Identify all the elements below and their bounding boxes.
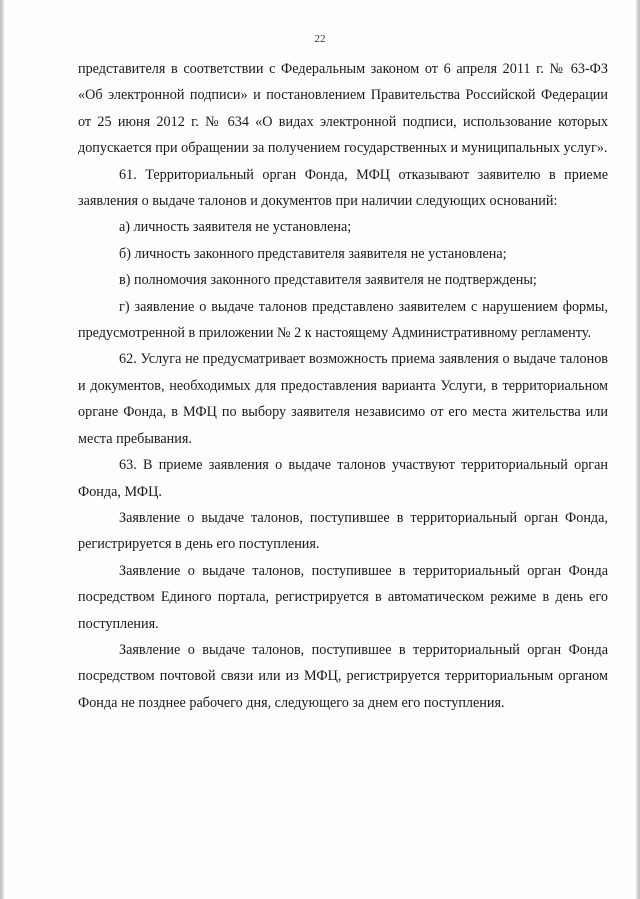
paragraph-62: 62. Услуга не предусматривает возможность приема заявления о выдаче талонов и документов, необходимых для предоставления варианта Услуги, в территориальном органе Фонда, в МФЦ по выбору заявителя независимо от его места жительства или места пребывания. [78, 351, 608, 447]
scan-edge-left [0, 0, 4, 899]
list-item-a: а) личность заявителя не установлена; [119, 219, 352, 236]
paragraph-61: 61. Территориальный орган Фонда, МФЦ отказывают заявителю в приеме заявления о выдаче талонов и документов при наличии следующих оснований: [78, 166, 608, 210]
list-item-b: б) личность законного представителя заявителя не установлена; [119, 245, 507, 262]
paragraph-63: 63. В приеме заявления о выдаче талонов участвуют территориальный орган Фонда, МФЦ. [78, 457, 608, 500]
paragraph-representative-continuation: представителя в соответствии с Федеральным законом от 6 апреля 2011 г. № 63-ФЗ «Об электронной подписи» и постановлением Правительства Российской Федерации от 25 июня 2012 г. № 634 «О видах электронной подписи, использование которых допускается при обращении за получением государственных и муниципальных услуг». [78, 61, 608, 157]
list-item-v: в) полномочия законного представителя заявителя не подтверждены; [119, 272, 537, 289]
paragraph-registration-same-day: Заявление о выдаче талонов, поступившее в территориальный орган Фонда, регистрируется в день его поступления. [78, 509, 608, 553]
paragraph-registration-portal: Заявление о выдаче талонов, поступившее в территориальный орган Фонда посредством Единого портала, регистрируется в автоматическом режиме в день его поступления. [78, 562, 608, 632]
document-body [78, 56, 608, 716]
scan-edge-right [636, 0, 640, 899]
paragraph-registration-post: Заявление о выдаче талонов, поступившее в территориальный орган Фонда посредством почтовой связи или из МФЦ, регистрируется территориальным органом Фонда не позднее рабочего дня, следующего за днем его поступления. [78, 641, 608, 711]
list-item-g: г) заявление о выдаче талонов представлено заявителем с нарушением формы, предусмотренной в приложении № 2 к настоящему Административному регламенту. [78, 298, 608, 342]
page-number: 22 [314, 33, 326, 45]
